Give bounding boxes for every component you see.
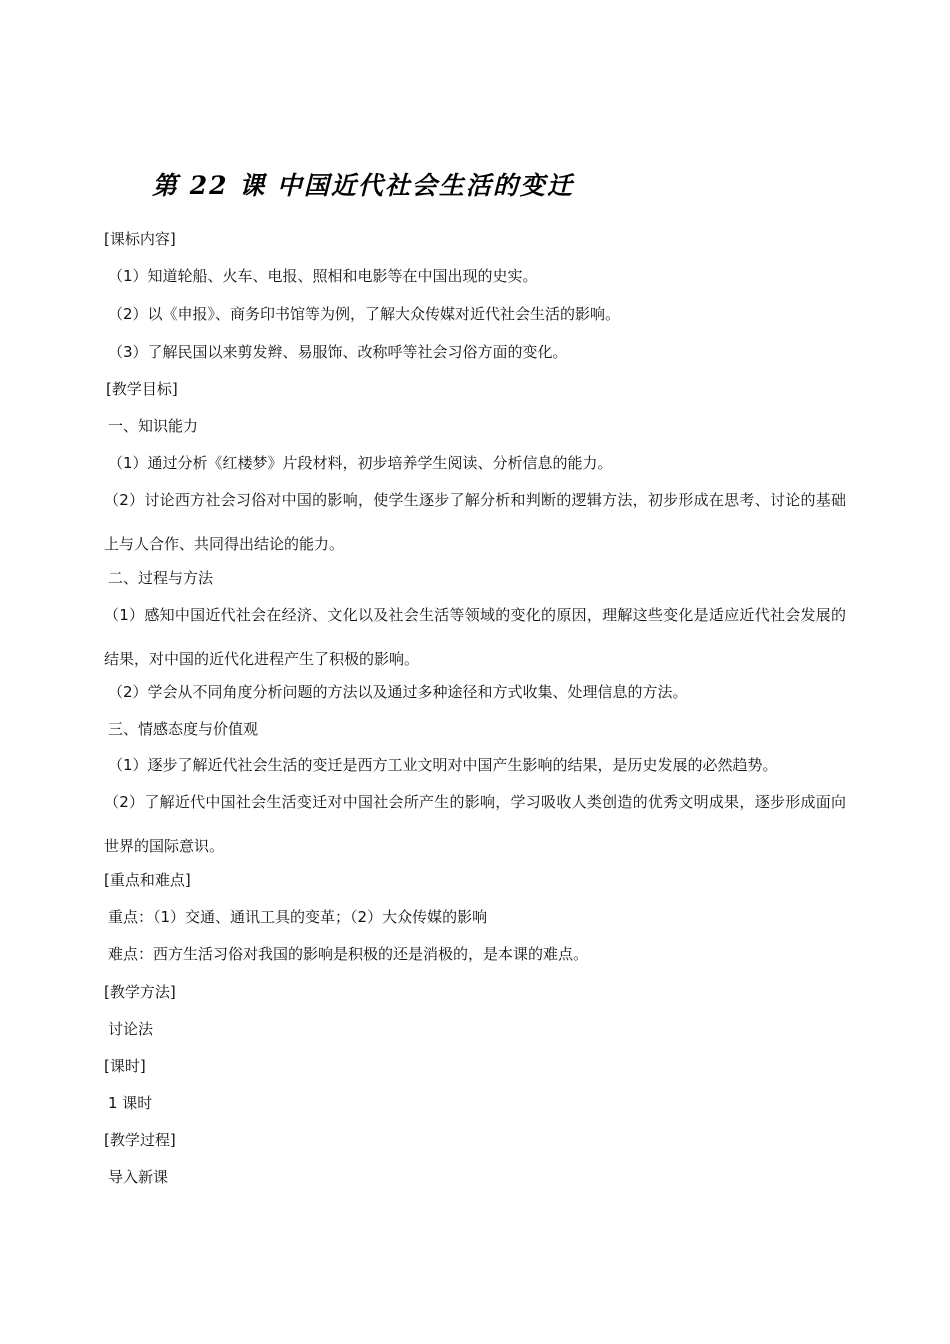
hours-heading: [课时]: [104, 1057, 146, 1075]
focus-text: 重点：（1）交通、通讯工具的变革；（2）大众传媒的影响: [108, 908, 488, 926]
process-item-1: （1）感知中国近代社会在经济、文化以及社会生活等领域的变化的原因，理解这些变化是适应近代社会发展的结果，对中国的近代化进程产生了积极的影响。: [104, 606, 846, 668]
knowledge-item-2: （2）讨论西方社会习俗对中国的影响，使学生逐步了解分析和判断的逻辑方法，初步形成在思考、讨论的基础上与人合作、共同得出结论的能力。: [104, 491, 846, 553]
process-heading: 二、过程与方法: [108, 569, 214, 587]
method-value: 讨论法: [108, 1020, 154, 1038]
knowledge-heading: 一、知识能力: [108, 417, 199, 435]
emotion-heading: 三、情感态度与价值观: [108, 720, 259, 738]
teaching-process-heading: [教学过程]: [104, 1131, 176, 1149]
hours-value: 1 课时: [108, 1094, 153, 1112]
emotion-item-2: （2）了解近代中国社会生活变迁对中国社会所产生的影响，学习吸收人类创造的优秀文明成果，逐步形成面向世界的国际意识。: [104, 793, 846, 855]
lesson-title: 第 22 课 中国近代社会生活的变迁: [152, 171, 574, 200]
curriculum-item-3: （3）了解民国以来剪发辫、易服饰、改称呼等社会习俗方面的变化。: [108, 343, 568, 361]
curriculum-heading: [课标内容]: [104, 230, 176, 248]
curriculum-item-2: （2）以《申报》、商务印书馆等为例，了解大众传媒对近代社会生活的影响。: [108, 305, 621, 323]
curriculum-item-1: （1）知道轮船、火车、电报、照相和电影等在中国出现的史实。: [108, 267, 538, 285]
key-points-heading: [重点和难点]: [104, 871, 191, 889]
process-item-2: （2）学会从不同角度分析问题的方法以及通过多种途径和方式收集、处理信息的方法。: [108, 683, 688, 701]
objectives-heading: [教学目标]: [106, 380, 178, 398]
method-heading: [教学方法]: [104, 983, 176, 1001]
difficulty-text: 难点：西方生活习俗对我国的影响是积极的还是消极的，是本课的难点。: [108, 945, 589, 963]
knowledge-item-1: （1）通过分析《红楼梦》片段材料，初步培养学生阅读、分析信息的能力。: [108, 454, 613, 472]
teaching-process-first: 导入新课: [108, 1168, 169, 1186]
emotion-item-1: （1）逐步了解近代社会生活的变迁是西方工业文明对中国产生影响的结果，是历史发展的必然趋势。: [108, 756, 778, 774]
